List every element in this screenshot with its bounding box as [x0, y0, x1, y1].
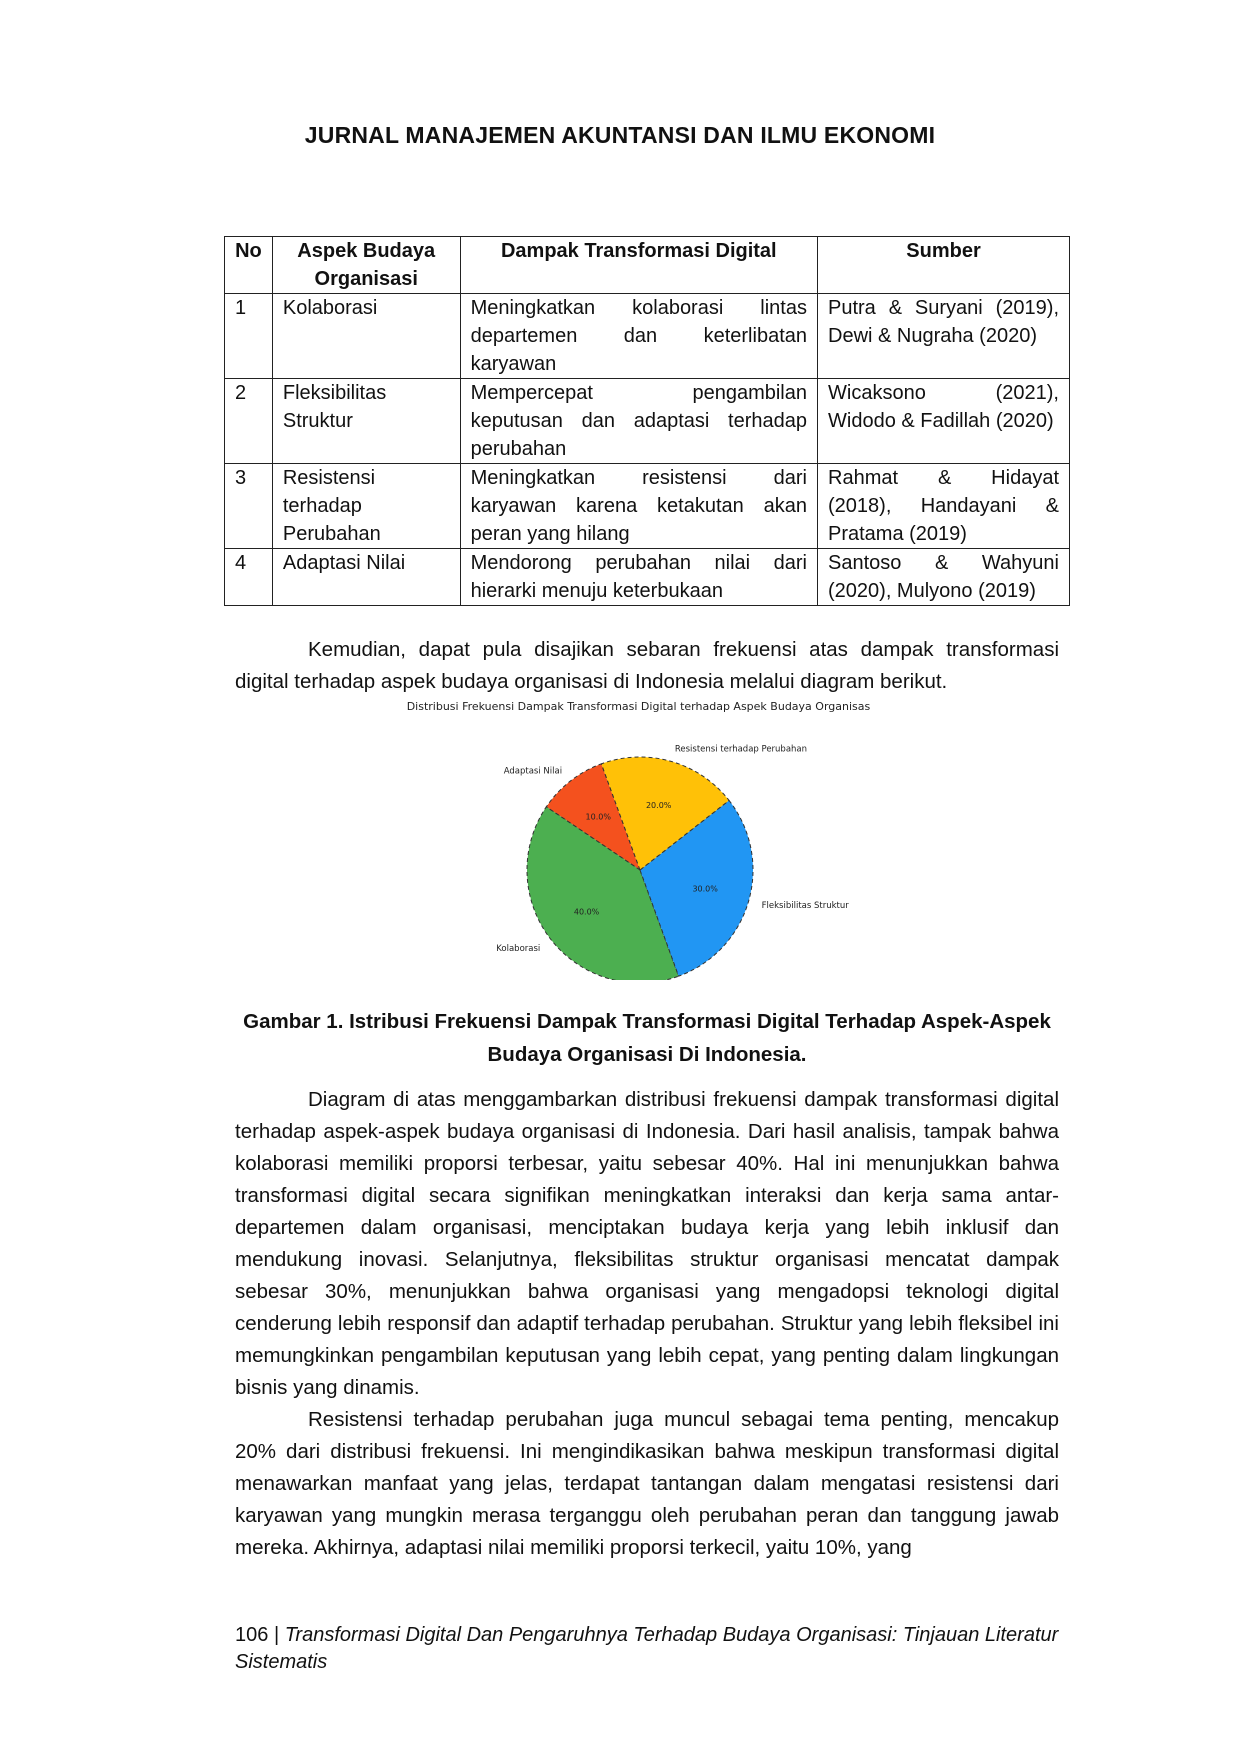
intro-text: Kemudian, dapat pula disajikan sebaran frekuensi atas dampak transformasi digital terhadap aspek budaya organisasi di Indonesia melalui diagram berikut.: [235, 638, 1059, 693]
header-dampak: Dampak Transformasi Digital: [460, 237, 817, 294]
literature-table: [224, 236, 1070, 606]
table-header-row: [225, 237, 1070, 294]
table-row: [225, 294, 1070, 379]
pie-category-label-resistensi-terhadap-perubahan: Resistensi terhadap Perubahan: [674, 744, 808, 755]
header-no: No: [225, 237, 273, 294]
page-number: 106: [235, 1624, 269, 1646]
chart-title: Distribusi Frekuensi Dampak Transformasi Digital terhadap Aspek Budaya Organisasi: [406, 700, 870, 713]
figure-caption: Gambar 1. Istribusi Frekuensi Dampak Transformasi Digital Terhadap Aspek-Aspek Budaya Organisasi Di Indonesia.: [243, 1010, 1051, 1066]
intro-paragraph: [235, 634, 1059, 698]
table-row: [225, 379, 1070, 464]
pie-category-label-adaptasi-nilai: Adaptasi Nilai: [503, 766, 563, 777]
cell-sumber: Wicaksono (2021), Widodo & Fadillah (2020): [818, 379, 1070, 464]
body-paragraph-1: [235, 1084, 1059, 1404]
pie-pct-label-resistensi-terhadap-perubahan: 20.0%: [645, 800, 672, 810]
pie-category-label-fleksibilitas-struktur: Fleksibilitas Struktur: [761, 900, 849, 911]
pie-chart: [390, 700, 870, 980]
pie-pct-label-adaptasi-nilai: 10.0%: [585, 812, 611, 822]
cell-no: 4: [225, 549, 273, 606]
cell-no: 3: [225, 464, 273, 549]
cell-aspek: Adaptasi Nilai: [272, 549, 460, 606]
pie-chart-svg: [390, 700, 870, 980]
journal-title: JURNAL MANAJEMEN AKUNTANSI DAN ILMU EKONOMI: [304, 122, 936, 148]
footer-separator: |: [273, 1624, 280, 1646]
header-sumber: Sumber: [818, 237, 1070, 294]
pie-pct-label-fleksibilitas-struktur: 30.0%: [692, 884, 718, 894]
cell-dampak: Meningkatkan resistensi dari karyawan karena ketakutan akan peran yang hilang: [460, 464, 817, 549]
page-footer: [235, 1622, 1059, 1676]
cell-sumber: Santoso & Wahyuni (2020), Mulyono (2019): [818, 549, 1070, 606]
cell-aspek: Resistensi terhadap Perubahan: [272, 464, 460, 549]
cell-dampak: Meningkatkan kolaborasi lintas departemen dan keterlibatan karyawan: [460, 294, 817, 379]
cell-dampak: Mendorong perubahan nilai dari hierarki menuju keterbukaan: [460, 549, 817, 606]
body-paragraph-2: [235, 1404, 1059, 1564]
pie-category-label-kolaborasi: Kolaborasi: [496, 943, 541, 954]
cell-no: 1: [225, 294, 273, 379]
cell-aspek: Fleksibilitas Struktur: [272, 379, 460, 464]
table-row: [225, 464, 1070, 549]
table-row: [225, 549, 1070, 606]
footer-article-title: Transformasi Digital Dan Pengaruhnya Terhadap Budaya Organisasi: Tinjauan Literatur Sistematis: [235, 1624, 1059, 1673]
body-text-1: Diagram di atas menggambarkan distribusi frekuensi dampak transformasi digital terhadap aspek-aspek budaya organisasi di Indonesia. Dari hasil analisis, tampak bahwa kolaborasi memiliki proporsi terbesar, yaitu sebesar 40%. Hal ini menunjukkan bahwa transformasi digital secara signifikan meningkatkan interaksi dan kerja sama antar-departemen dalam organisasi, menciptakan budaya kerja yang lebih inklusif dan mendukung inovasi. Selanjutnya, fleksibilitas struktur organisasi mencatat dampak sebesar 30%, menunjukkan bahwa organisasi yang mengadopsi teknologi digital cenderung lebih responsif dan adaptif terhadap perubahan. Struktur yang lebih fleksibel ini memungkinkan pengambilan keputusan yang lebih cepat, yang penting dalam lingkungan bisnis yang dinamis.: [235, 1088, 1059, 1399]
cell-dampak: Mempercepat pengambilan keputusan dan adaptasi terhadap perubahan: [460, 379, 817, 464]
header-aspek: Aspek Budaya Organisasi: [272, 237, 460, 294]
cell-sumber: Putra & Suryani (2019), Dewi & Nugraha (2020): [818, 294, 1070, 379]
body-text-2: Resistensi terhadap perubahan juga muncul sebagai tema penting, mencakup 20% dari distribusi frekuensi. Ini mengindikasikan bahwa meskipun transformasi digital menawarkan manfaat yang jelas, terdapat tantangan dalam mengatasi resistensi dari karyawan yang mungkin merasa terganggu oleh perubahan peran dan tanggung jawab mereka. Akhirnya, adaptasi nilai memiliki proporsi terkecil, yaitu 10%, yang: [235, 1408, 1059, 1559]
cell-no: 2: [225, 379, 273, 464]
cell-sumber: Rahmat & Hidayat (2018), Handayani & Pratama (2019): [818, 464, 1070, 549]
cell-aspek: Kolaborasi: [272, 294, 460, 379]
pie-pct-label-kolaborasi: 40.0%: [573, 907, 600, 917]
